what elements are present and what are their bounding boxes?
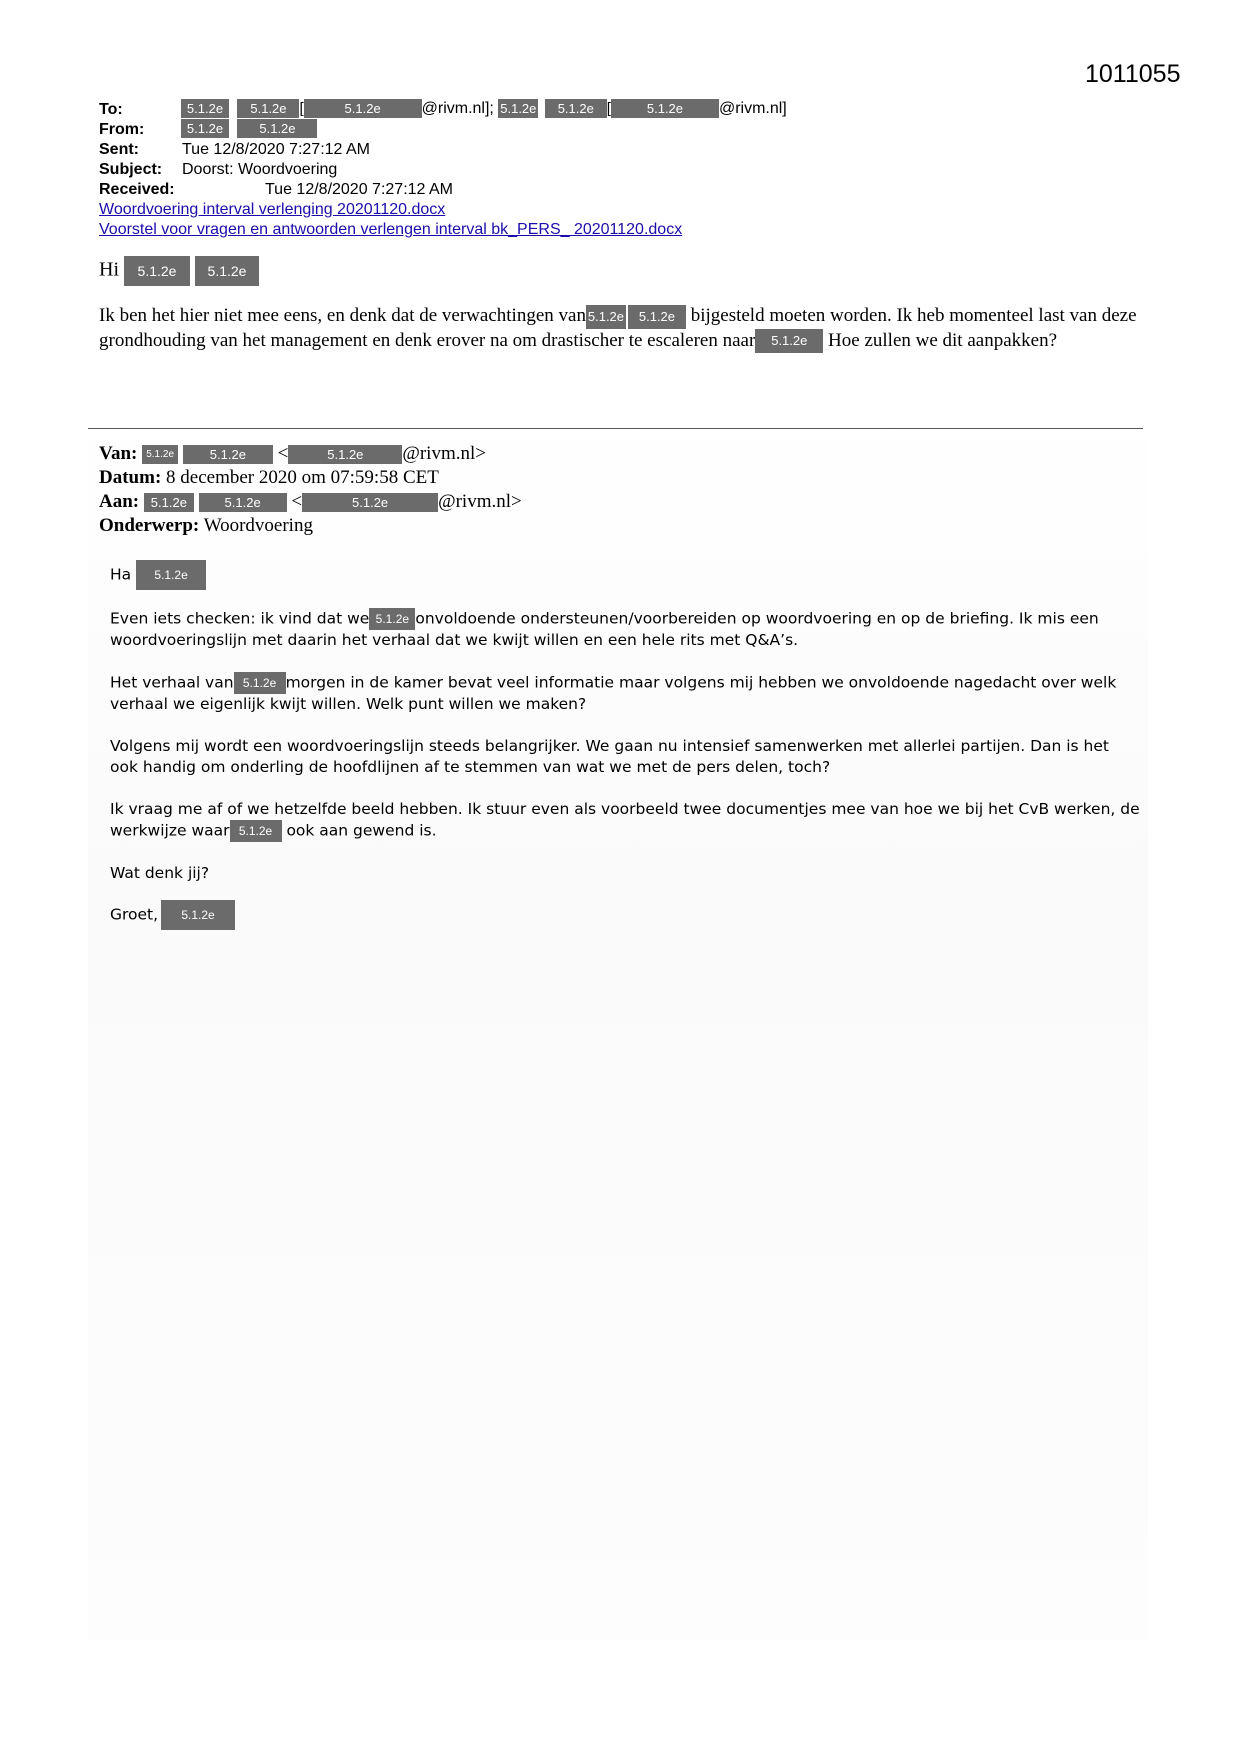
attachment-link-2[interactable]: Voorstel voor vragen en antwoorden verlengen interval bk_PERS_ 20201120.docx [99, 221, 683, 238]
forwarded-paragraph-4 [110, 799, 1140, 842]
forwarded-paragraph-2 [110, 672, 1140, 715]
reply-greeting-text: Hi [99, 258, 119, 281]
aan-domain: @rivm.nl> [438, 491, 522, 512]
redaction: 5.1.2e [144, 493, 194, 512]
to-label: To: [99, 101, 123, 118]
aan-label: Aan: [99, 491, 140, 512]
sent-value: Tue 12/8/2020 7:27:12 AM [182, 141, 370, 158]
forwarded-closing [110, 900, 1140, 930]
redaction: 5.1.2e [611, 99, 719, 118]
to-value: 5.1.2e 5.1.2e [ 5.1.2e @rivm.nl]; 5.1.2e 5.1.2e [ 5.1.2e @rivm.nl] [181, 99, 787, 119]
p2-start: Het verhaal van [110, 673, 234, 692]
onderwerp-row [99, 514, 522, 538]
received-value: Tue 12/8/2020 7:27:12 AM [265, 181, 453, 198]
forwarded-body [110, 560, 1140, 951]
redaction: 5.1.2e [237, 99, 299, 118]
redaction: 5.1.2e [545, 99, 607, 118]
reply-greeting [99, 256, 259, 286]
redaction: 5.1.2e [237, 119, 317, 138]
forwarded-paragraph-3: Volgens mij wordt een woordvoeringslijn steeds belangrijker. We gaan nu intensief samenwerken met allerlei partijen. Dan is het ook handig om onderling de hoofdlijnen af te stemmen van wat we met de pers delen, toch? [110, 737, 1109, 776]
from-label: From: [99, 121, 145, 138]
reply-paragraph [99, 304, 1139, 353]
van-row: Van: 5.1.2e 5.1.2e < 5.1.2e @rivm.nl> [99, 443, 486, 464]
attachment-link-1[interactable]: Woordvoering interval verlenging 20201120.docx [99, 201, 446, 218]
onderwerp-label: Onderwerp: [99, 515, 200, 536]
redaction: 5.1.2e [628, 305, 686, 329]
subject-row [99, 160, 682, 180]
reply-text-1: Ik ben het hier niet mee eens, en denk dat de verwachtingen van [99, 305, 586, 326]
p1-start: Even iets checken: ik vind dat we [110, 609, 370, 628]
redaction: 5.1.2e [302, 493, 438, 512]
from-value [181, 119, 317, 139]
forwarded-paragraph-5: Wat denk jij? [110, 864, 210, 882]
onderwerp-value: Woordvoering [203, 515, 313, 536]
redaction: 5.1.2e [181, 119, 229, 138]
redaction: 5.1.2e [304, 99, 422, 118]
redaction: 5.1.2e [124, 256, 190, 286]
subject-label: Subject: [99, 161, 163, 178]
datum-label: Datum: [99, 467, 162, 488]
forwarded-paragraph-1 [110, 608, 1140, 651]
received-label: Received: [99, 181, 175, 198]
from-row [99, 120, 682, 140]
email-header [99, 100, 787, 240]
closing-text: Groet, [110, 905, 159, 924]
p4-start: Ik vraag me af of we hetzelfde beeld hebben. Ik stuur even als voorbeeld twee documentjes mee van hoe we bij het CvB werken, de werkwijze waar [110, 800, 1140, 840]
redaction: 5.1.2e [199, 493, 287, 512]
p2-end: morgen in de kamer bevat veel informatie maar volgens mij hebben we onvoldoende nagedacht over welk verhaal we eigenlijk kwijt willen. Welk punt willen we maken? [110, 673, 1117, 713]
datum-value: 8 december 2020 om 07:59:58 CET [166, 467, 439, 488]
redaction: 5.1.2e [195, 256, 259, 286]
to-row [99, 100, 787, 120]
p4-end: ook aan gewend is. [286, 821, 437, 840]
message-divider [88, 428, 1143, 429]
received-row [99, 180, 682, 200]
aan-row: Aan: 5.1.2e 5.1.2e < 5.1.2e @rivm.nl> [99, 491, 522, 512]
redaction: 5.1.2e [183, 445, 273, 464]
van-label: Van: [99, 443, 138, 464]
redaction: 5.1.2e [586, 305, 626, 329]
to-domain-1: @rivm.nl]; [421, 100, 494, 117]
redaction: 5.1.2e [755, 329, 823, 353]
forwarded-greeting [110, 560, 1140, 590]
redaction: 5.1.2e [288, 445, 402, 464]
redaction: 5.1.2e [234, 672, 286, 694]
p1-end: onvoldoende ondersteunen/voorbereiden op woordvoering en op de briefing. Ik mis een woordvoeringslijn met daarin het verhaal dat we kwijt willen en een hele rits met Q&A’s. [110, 609, 1099, 649]
sent-label: Sent: [99, 141, 139, 158]
redaction: 5.1.2e [142, 445, 178, 464]
reply-text-3: Hoe zullen we dit aanpakken? [828, 329, 1058, 351]
to-domain-2: @rivm.nl] [718, 100, 787, 117]
redaction: 5.1.2e [136, 560, 206, 590]
redaction: 5.1.2e [181, 99, 229, 118]
document-number: 1011055 [1085, 60, 1181, 88]
datum-row [99, 466, 522, 490]
redaction: 5.1.2e [500, 101, 537, 117]
redaction: 5.1.2e [369, 608, 415, 630]
redaction: 5.1.2e [230, 820, 282, 842]
reply-text-2: bijgesteld moeten worden. Ik heb momenteel last van deze grondhouding van het management en denk erover na om drastischer te escaleren naar [99, 305, 1137, 351]
forwarded-greeting-text: Ha [110, 565, 132, 584]
redaction: 5.1.2e [161, 900, 235, 930]
subject-value: Doorst: Woordvoering [182, 161, 338, 178]
sent-row [99, 140, 682, 160]
forwarded-header [99, 442, 522, 538]
van-domain: @rivm.nl> [402, 443, 486, 464]
